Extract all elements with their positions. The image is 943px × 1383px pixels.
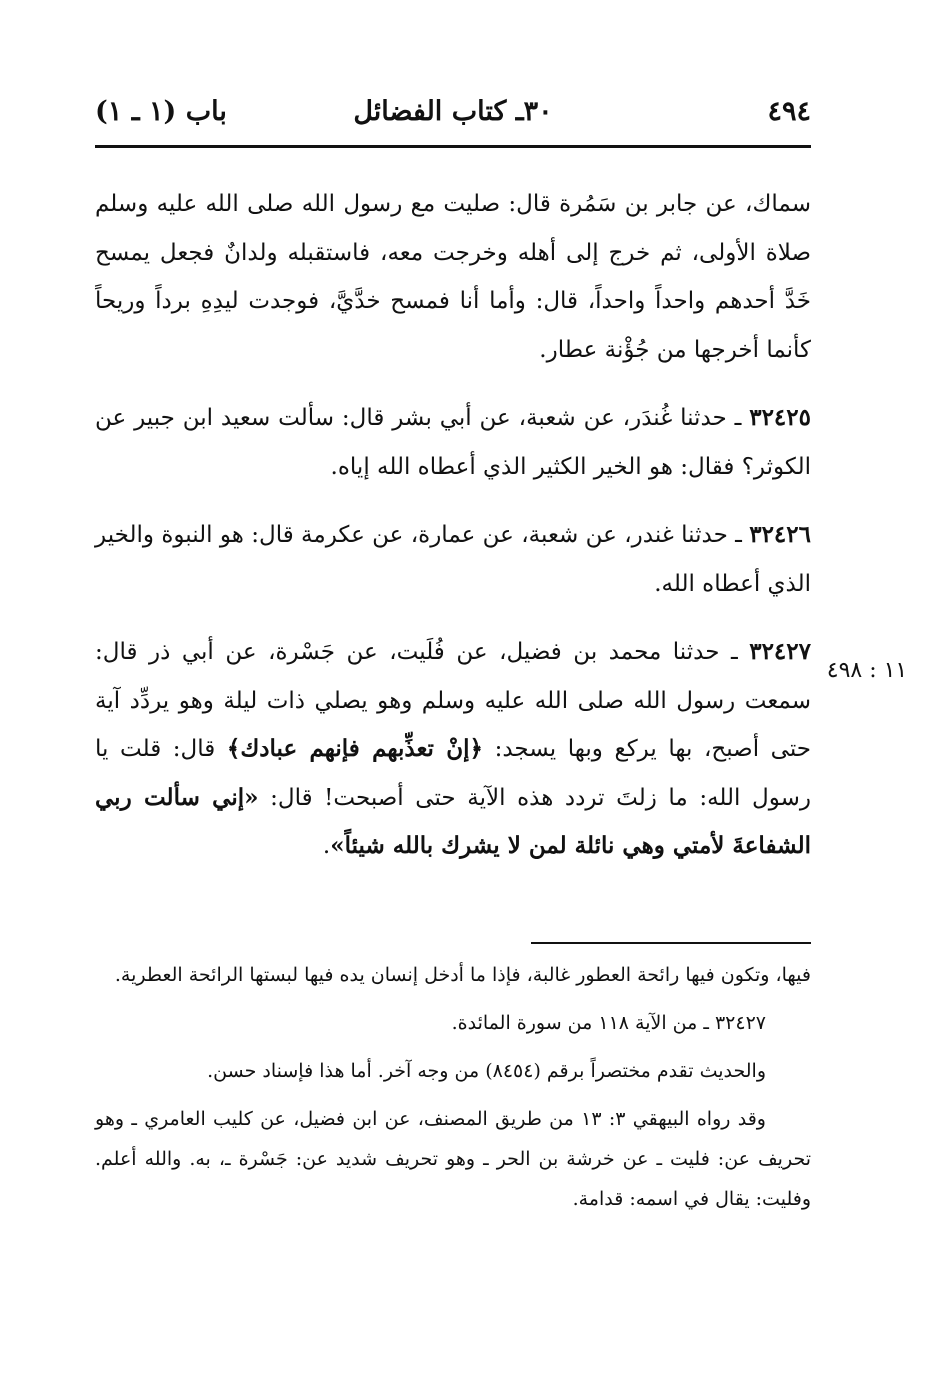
footnote-bayhaqi: وقد رواه البيهقي ٣: ١٣ من طريق المصنف، عن ابن فضيل، عن كليب العامري ـ وهو تحريف عن: فليت ـ عن خرشة بن الحر ـ وهو تحريف شديد عن: جَسْرة ـ، به. والله أعلم. وفليت: يقال في اسمه: قدامة. <box>95 1108 811 1210</box>
hadith-32426 <box>95 511 811 608</box>
chapter-title: باب (١ ـ ١) <box>95 96 227 127</box>
hadith-text: ـ حدثنا غُندَر، عن شعبة، عن أبي بشر قال: سألت سعيد ابن جبير عن الكوثر؟ فقال: هو الخير الكثير الذي أعطاه الله إياه. <box>95 405 811 480</box>
page-header <box>95 92 811 144</box>
footnote-rule <box>531 942 811 944</box>
quran-verse: ﴿إنْ تعذِّبهم فإنهم عبادك﴾ <box>226 735 483 762</box>
hadith-number: ٣٢٤٢٥ <box>749 404 811 431</box>
footnote-32427: ٣٢٤٢٧ ـ من الآية ١١٨ من سورة المائدة. <box>451 1012 766 1034</box>
header-rule <box>95 145 811 148</box>
page-number: ٤٩٤ <box>767 96 811 127</box>
main-text <box>95 180 811 871</box>
continuation-paragraph: سماك، عن جابر بن سَمُرة قال: صليت مع رسول الله صلى الله عليه وسلم صلاة الأولى، ثم خرج إلى أهله وخرجت معه، فاستقبله ولدانٌ فجعل يمسح خَدَّ أحدهم واحداً واحداً، قال: وأما أنا فمسح خدَّيَّ، فوجدت ليدِهِ برداً وريحاً كأنما أخرجها من جُؤْنة عطار. <box>95 191 811 363</box>
footnotes <box>95 955 811 1219</box>
hadith-32427 <box>95 628 811 871</box>
hadith-text: ـ حدثنا غندر، عن شعبة، عن عمارة، عن عكرمة قال: هو النبوة والخير الذي أعطاه الله. <box>95 522 811 597</box>
footnote-hadith-note: والحديث تقدم مختصراً برقم (٨٤٥٤) من وجه آخر. أما هذا فإسناد حسن. <box>207 1060 766 1082</box>
hadith-text-continued: قال: قلت يا رسول الله: ما زلتَ تردد هذه الآية حتى أصبحت! قال: <box>95 736 812 811</box>
book-title: ٣٠ـ كتاب الفضائل <box>353 96 553 127</box>
prophet-saying: «إني سألت ربي الشفاعةَ لأمتي وهي نائلة لمن لا يشرك بالله شيئاً» <box>95 783 811 859</box>
hadith-end: . <box>322 833 331 859</box>
margin-reference: ١١ : ٤٩٨ <box>826 658 908 683</box>
hadith-32425 <box>95 394 811 491</box>
hadith-number: ٣٢٤٢٧ <box>749 638 811 665</box>
hadith-text: ـ حدثنا محمد بن فضيل، عن فُلَيت، عن جَسْرة، عن أبي ذر قال: سمعت رسول الله صلى الله عليه وسلم وهو يصلي ذات ليلة وهو يردِّد آية حتى أصبح، بها يركع وبها يسجد: <box>95 639 811 762</box>
footnote-continuation: فيها، وتكون فيها رائحة العطور غالبة، فإذا ما أدخل إنسان يده فيها لبستها الرائحة العطرية. <box>114 964 811 986</box>
hadith-number: ٣٢٤٢٦ <box>749 521 811 548</box>
